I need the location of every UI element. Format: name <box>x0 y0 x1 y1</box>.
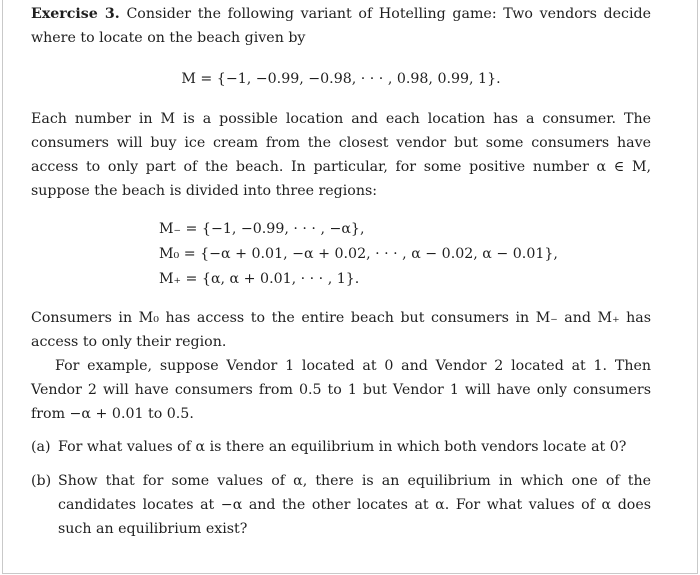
paragraph-example: For example, suppose Vendor 1 located at 0 and Vendor 2 located at 1. Then Vendor 2 will have consumers from 0.5 to 1 but Vendor 1 will have only consumers from −α + 0.01 to 0.5. <box>31 358 651 422</box>
paragraph-locations: Each number in M is a possible location and each location has a consumer. The consumers will buy ice cream from the closest vendor but some consumers have access to only part of the beach. In particular, for some positive number α ∈ M, suppose the beach is divided into three regions: <box>31 111 651 199</box>
question-part-a <box>31 435 651 459</box>
set-m-definition: M = {−1, −0.99, −0.98, · · · , 0.98, 0.99, 1}. <box>181 71 501 87</box>
exercise-intro <box>31 0 651 50</box>
exercise-heading: Exercise 3. <box>31 6 120 22</box>
part-a-label: (a) <box>31 439 51 455</box>
region-definitions <box>159 217 651 292</box>
region-m-zero: M₀ = {−α + 0.01, −α + 0.02, · · · , α − 0.02, α − 0.01}, <box>159 246 558 262</box>
question-part-b <box>31 469 651 541</box>
exercise-intro-text: Consider the following variant of Hotelling game: Two vendors decide where to locate on the beach given by <box>31 6 651 46</box>
part-b-text: Show that for some values of α, there is an equilibrium in which one of the candidates locates at −α and the other locates at α. For what values of α does such an equilibrium exist? <box>58 473 651 537</box>
part-b-label: (b) <box>31 473 52 489</box>
region-m-minus: M₋ = {−1, −0.99, · · · , −α}, <box>159 221 365 237</box>
region-m-plus: M₊ = {α, α + 0.01, · · · , 1}. <box>159 271 360 287</box>
exercise-content <box>31 0 651 541</box>
part-a-text: For what values of α is there an equilibrium in which both vendors locate at 0? <box>58 439 627 455</box>
paragraph-access: Consumers in M₀ has access to the entire beach but consumers in M₋ and M₊ has access to only their region. <box>31 310 651 350</box>
